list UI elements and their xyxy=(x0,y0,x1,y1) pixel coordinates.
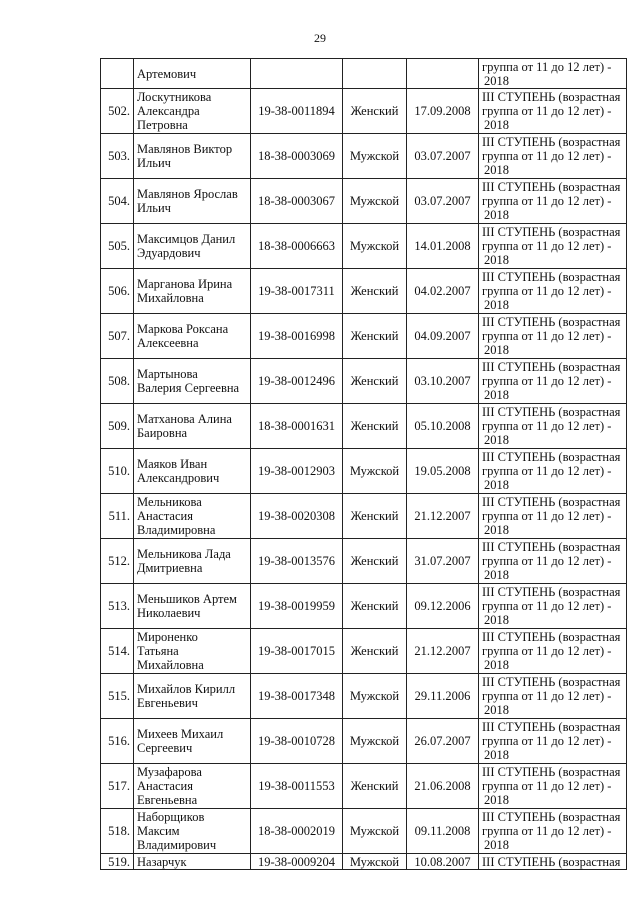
stage-line: III СТУПЕНЬ (возрастная xyxy=(482,360,621,374)
uin-cell: 19-38-0009204 xyxy=(251,854,343,870)
gender-cell: Женский xyxy=(343,629,407,674)
full-name-line: Максим xyxy=(137,824,180,838)
full-name-line: Михайловна xyxy=(137,291,204,305)
stage-line: 2018 xyxy=(484,478,509,492)
birth-date-cell: 31.07.2007 xyxy=(407,539,479,584)
birth-date-cell: 03.07.2007 xyxy=(407,134,479,179)
stage-line: 2018 xyxy=(484,433,509,447)
gender-cell: Женский xyxy=(343,359,407,404)
stage-cell xyxy=(479,224,627,269)
row-number-cell: 510. xyxy=(101,449,134,494)
row-number-cell: 515. xyxy=(101,674,134,719)
full-name-line: Меньшиков Артем xyxy=(137,592,237,606)
table-row xyxy=(101,674,627,719)
stage-cell xyxy=(479,809,627,854)
full-name-line: Ильич xyxy=(137,201,171,215)
stage-line: группа от 11 до 12 лет) - xyxy=(482,464,612,478)
gender-cell: Женский xyxy=(343,269,407,314)
uin-cell: 18-38-0006663 xyxy=(251,224,343,269)
table-row xyxy=(101,359,627,404)
full-name-cell xyxy=(134,314,251,359)
table-row xyxy=(101,809,627,854)
full-name-line: Назарчук xyxy=(137,854,187,869)
full-name-line: Мавлянов Ярослав xyxy=(137,187,238,201)
stage-cell xyxy=(479,89,627,134)
stage-line: группа от 11 до 12 лет) - xyxy=(482,284,612,298)
full-name-line: Евгеньевна xyxy=(137,793,198,807)
stage-line: III СТУПЕНЬ (возрастная xyxy=(482,630,621,644)
full-name-line: Мартынова xyxy=(137,367,198,381)
full-name-line: Михеев Михаил xyxy=(137,727,224,741)
birth-date-cell: 04.09.2007 xyxy=(407,314,479,359)
stage-cell xyxy=(479,269,627,314)
gender-cell: Мужской xyxy=(343,449,407,494)
row-number-cell: 513. xyxy=(101,584,134,629)
uin-cell: 19-38-0012496 xyxy=(251,359,343,404)
full-name-line: Лоскутникова xyxy=(137,90,212,104)
stage-line: III СТУПЕНЬ (возрастная xyxy=(482,675,621,689)
uin-cell: 19-38-0020308 xyxy=(251,494,343,539)
stage-line: 2018 xyxy=(484,703,509,717)
stage-line: III СТУПЕНЬ (возрастная xyxy=(482,854,621,869)
page-number: 29 xyxy=(314,31,326,45)
full-name-line: Владимирович xyxy=(137,838,217,852)
row-number-cell: 518. xyxy=(101,809,134,854)
full-name-line: Марганова Ирина xyxy=(137,277,233,291)
stage-line: группа от 11 до 12 лет) - xyxy=(482,689,612,703)
stage-line: 2018 xyxy=(484,838,509,852)
gender-cell: Мужской xyxy=(343,224,407,269)
row-number-cell xyxy=(101,59,134,89)
birth-date-cell: 04.02.2007 xyxy=(407,269,479,314)
gender-cell: Мужской xyxy=(343,179,407,224)
stage-line: группа от 11 до 12 лет) - xyxy=(482,824,612,838)
uin-cell: 19-38-0011894 xyxy=(251,89,343,134)
stage-line: 2018 xyxy=(484,118,509,132)
full-name-cell xyxy=(134,449,251,494)
uin-cell: 19-38-0016998 xyxy=(251,314,343,359)
full-name-line: Михайлов Кирилл xyxy=(137,682,236,696)
stage-line: группа от 11 до 12 лет) - xyxy=(482,59,612,74)
full-name-cell xyxy=(134,89,251,134)
table-row xyxy=(101,854,627,870)
full-name-line: Валерия Сергеевна xyxy=(137,381,240,395)
full-name-cell xyxy=(134,269,251,314)
uin-cell: 19-38-0017311 xyxy=(251,269,343,314)
stage-line: III СТУПЕНЬ (возрастная xyxy=(482,180,621,194)
uin-cell: 19-38-0011553 xyxy=(251,764,343,809)
row-number-cell: 503. xyxy=(101,134,134,179)
full-name-cell xyxy=(134,179,251,224)
stage-cell xyxy=(479,674,627,719)
full-name-line: Наборщиков xyxy=(137,810,205,824)
row-number-cell: 511. xyxy=(101,494,134,539)
full-name-line: Михайловна xyxy=(137,658,204,672)
full-name-cell xyxy=(134,809,251,854)
birth-date-cell: 03.07.2007 xyxy=(407,179,479,224)
full-name-line: Евгеньевич xyxy=(137,696,198,710)
birth-date-cell: 14.01.2008 xyxy=(407,224,479,269)
full-name-line: Анастасия xyxy=(137,509,193,523)
stage-line: группа от 11 до 12 лет) - xyxy=(482,374,612,388)
row-number-cell: 516. xyxy=(101,719,134,764)
table-row xyxy=(101,494,627,539)
table-row xyxy=(101,539,627,584)
birth-date-cell xyxy=(407,59,479,89)
stage-line: III СТУПЕНЬ (возрастная xyxy=(482,225,621,239)
uin-cell: 18-38-0001631 xyxy=(251,404,343,449)
row-number-cell: 517. xyxy=(101,764,134,809)
full-name-line: Анастасия xyxy=(137,779,193,793)
birth-date-cell: 17.09.2008 xyxy=(407,89,479,134)
gender-cell: Женский xyxy=(343,314,407,359)
row-number-cell: 512. xyxy=(101,539,134,584)
table-row xyxy=(101,134,627,179)
stage-cell xyxy=(479,134,627,179)
stage-line: 2018 xyxy=(484,73,509,88)
stage-line: группа от 11 до 12 лет) - xyxy=(482,734,612,748)
stage-line: III СТУПЕНЬ (возрастная xyxy=(482,810,621,824)
stage-line: III СТУПЕНЬ (возрастная xyxy=(482,270,621,284)
uin-cell: 18-38-0003069 xyxy=(251,134,343,179)
uin-cell xyxy=(251,59,343,89)
full-name-line: Ильич xyxy=(137,156,171,170)
row-number-cell: 504. xyxy=(101,179,134,224)
gender-cell: Женский xyxy=(343,494,407,539)
full-name-cell xyxy=(134,494,251,539)
gender-cell: Женский xyxy=(343,404,407,449)
uin-cell: 18-38-0003067 xyxy=(251,179,343,224)
birth-date-cell: 03.10.2007 xyxy=(407,359,479,404)
birth-date-cell: 29.11.2006 xyxy=(407,674,479,719)
birth-date-cell: 21.06.2008 xyxy=(407,764,479,809)
stage-line: группа от 11 до 12 лет) - xyxy=(482,329,612,343)
full-name-cell xyxy=(134,674,251,719)
uin-cell: 19-38-0019959 xyxy=(251,584,343,629)
gender-cell: Мужской xyxy=(343,134,407,179)
full-name-cell xyxy=(134,59,251,89)
full-name-cell xyxy=(134,629,251,674)
stage-cell xyxy=(479,314,627,359)
gender-cell: Женский xyxy=(343,89,407,134)
stage-line: III СТУПЕНЬ (возрастная xyxy=(482,450,621,464)
full-name-cell xyxy=(134,719,251,764)
stage-line: 2018 xyxy=(484,388,509,402)
full-name-line: Мавлянов Виктор xyxy=(137,142,233,156)
uin-cell: 19-38-0013576 xyxy=(251,539,343,584)
full-name-line: Александра xyxy=(137,104,200,118)
stage-cell xyxy=(479,719,627,764)
stage-line: группа от 11 до 12 лет) - xyxy=(482,599,612,613)
birth-date-cell: 19.05.2008 xyxy=(407,449,479,494)
stage-cell xyxy=(479,854,627,870)
full-name-cell xyxy=(134,359,251,404)
full-name-line: Мельникова xyxy=(137,495,202,509)
table-row xyxy=(101,629,627,674)
table-row xyxy=(101,314,627,359)
stage-line: группа от 11 до 12 лет) - xyxy=(482,104,612,118)
uin-cell: 19-38-0017348 xyxy=(251,674,343,719)
participants-table xyxy=(100,58,627,870)
full-name-line: Максимцов Данил xyxy=(137,232,236,246)
full-name-line: Маяков Иван xyxy=(137,457,208,471)
gender-cell: Женский xyxy=(343,584,407,629)
full-name-line: Владимировна xyxy=(137,523,216,537)
birth-date-cell: 09.11.2008 xyxy=(407,809,479,854)
stage-line: 2018 xyxy=(484,658,509,672)
row-number-cell: 506. xyxy=(101,269,134,314)
stage-line: III СТУПЕНЬ (возрастная xyxy=(482,90,621,104)
stage-line: 2018 xyxy=(484,568,509,582)
full-name-line: Мельникова Лада xyxy=(137,547,231,561)
uin-cell: 19-38-0017015 xyxy=(251,629,343,674)
gender-cell: Женский xyxy=(343,764,407,809)
stage-line: группа от 11 до 12 лет) - xyxy=(482,194,612,208)
row-number-cell: 502. xyxy=(101,89,134,134)
full-name-cell xyxy=(134,854,251,870)
birth-date-cell: 10.08.2007 xyxy=(407,854,479,870)
table-row xyxy=(101,404,627,449)
table-row xyxy=(101,449,627,494)
full-name-line: Петровна xyxy=(137,118,188,132)
stage-line: III СТУПЕНЬ (возрастная xyxy=(482,495,621,509)
table-row xyxy=(101,59,627,89)
stage-line: группа от 11 до 12 лет) - xyxy=(482,149,612,163)
stage-line: 2018 xyxy=(484,253,509,267)
full-name-cell xyxy=(134,539,251,584)
stage-cell xyxy=(479,449,627,494)
stage-line: 2018 xyxy=(484,793,509,807)
full-name-line: Александрович xyxy=(137,471,220,485)
table-row xyxy=(101,584,627,629)
full-name-line: Сергеевич xyxy=(137,741,193,755)
gender-cell: Мужской xyxy=(343,719,407,764)
gender-cell: Мужской xyxy=(343,854,407,870)
birth-date-cell: 21.12.2007 xyxy=(407,494,479,539)
gender-cell: Мужской xyxy=(343,674,407,719)
full-name-cell xyxy=(134,404,251,449)
uin-cell: 19-38-0012903 xyxy=(251,449,343,494)
full-name-line: Музафарова xyxy=(137,765,202,779)
table-body xyxy=(101,59,627,870)
stage-cell xyxy=(479,359,627,404)
stage-line: III СТУПЕНЬ (возрастная xyxy=(482,765,621,779)
full-name-cell xyxy=(134,584,251,629)
stage-cell xyxy=(479,539,627,584)
gender-cell: Мужской xyxy=(343,809,407,854)
table-row xyxy=(101,719,627,764)
full-name-line: Эдуардович xyxy=(137,246,201,260)
table-row xyxy=(101,269,627,314)
full-name-line: Баировна xyxy=(137,426,188,440)
table-row xyxy=(101,224,627,269)
stage-line: группа от 11 до 12 лет) - xyxy=(482,419,612,433)
row-number-cell: 514. xyxy=(101,629,134,674)
full-name-line: Дмитриевна xyxy=(137,561,203,575)
row-number-cell: 507. xyxy=(101,314,134,359)
stage-cell xyxy=(479,584,627,629)
full-name-line: Алексеевна xyxy=(137,336,199,350)
row-number-cell: 519. xyxy=(101,854,134,870)
stage-line: группа от 11 до 12 лет) - xyxy=(482,509,612,523)
stage-line: группа от 11 до 12 лет) - xyxy=(482,779,612,793)
uin-cell: 18-38-0002019 xyxy=(251,809,343,854)
full-name-line: Матханова Алина xyxy=(137,412,232,426)
uin-cell: 19-38-0010728 xyxy=(251,719,343,764)
stage-line: группа от 11 до 12 лет) - xyxy=(482,644,612,658)
full-name-cell xyxy=(134,134,251,179)
stage-cell xyxy=(479,629,627,674)
stage-line: группа от 11 до 12 лет) - xyxy=(482,554,612,568)
stage-line: 2018 xyxy=(484,523,509,537)
stage-line: 2018 xyxy=(484,208,509,222)
stage-cell xyxy=(479,404,627,449)
gender-cell xyxy=(343,59,407,89)
full-name-line: Татьяна xyxy=(137,644,179,658)
row-number-cell: 508. xyxy=(101,359,134,404)
full-name-line: Николаевич xyxy=(137,606,201,620)
stage-cell xyxy=(479,764,627,809)
row-number-cell: 505. xyxy=(101,224,134,269)
stage-line: III СТУПЕНЬ (возрастная xyxy=(482,135,621,149)
table-row xyxy=(101,89,627,134)
birth-date-cell: 09.12.2006 xyxy=(407,584,479,629)
stage-cell xyxy=(479,59,627,89)
stage-line: 2018 xyxy=(484,298,509,312)
full-name-line: Артемович xyxy=(137,66,197,81)
stage-line: III СТУПЕНЬ (возрастная xyxy=(482,405,621,419)
stage-line: 2018 xyxy=(484,163,509,177)
table-row xyxy=(101,179,627,224)
stage-line: 2018 xyxy=(484,613,509,627)
birth-date-cell: 21.12.2007 xyxy=(407,629,479,674)
birth-date-cell: 05.10.2008 xyxy=(407,404,479,449)
stage-line: III СТУПЕНЬ (возрастная xyxy=(482,720,621,734)
gender-cell: Женский xyxy=(343,539,407,584)
full-name-line: Маркова Роксана xyxy=(137,322,229,336)
table-row xyxy=(101,764,627,809)
full-name-line: Мироненко xyxy=(137,630,198,644)
stage-line: группа от 11 до 12 лет) - xyxy=(482,239,612,253)
row-number-cell: 509. xyxy=(101,404,134,449)
birth-date-cell: 26.07.2007 xyxy=(407,719,479,764)
stage-line: III СТУПЕНЬ (возрастная xyxy=(482,315,621,329)
stage-line: III СТУПЕНЬ (возрастная xyxy=(482,540,621,554)
stage-line: 2018 xyxy=(484,343,509,357)
stage-line: 2018 xyxy=(484,748,509,762)
full-name-cell xyxy=(134,224,251,269)
stage-line: III СТУПЕНЬ (возрастная xyxy=(482,585,621,599)
stage-cell xyxy=(479,494,627,539)
stage-cell xyxy=(479,179,627,224)
full-name-cell xyxy=(134,764,251,809)
